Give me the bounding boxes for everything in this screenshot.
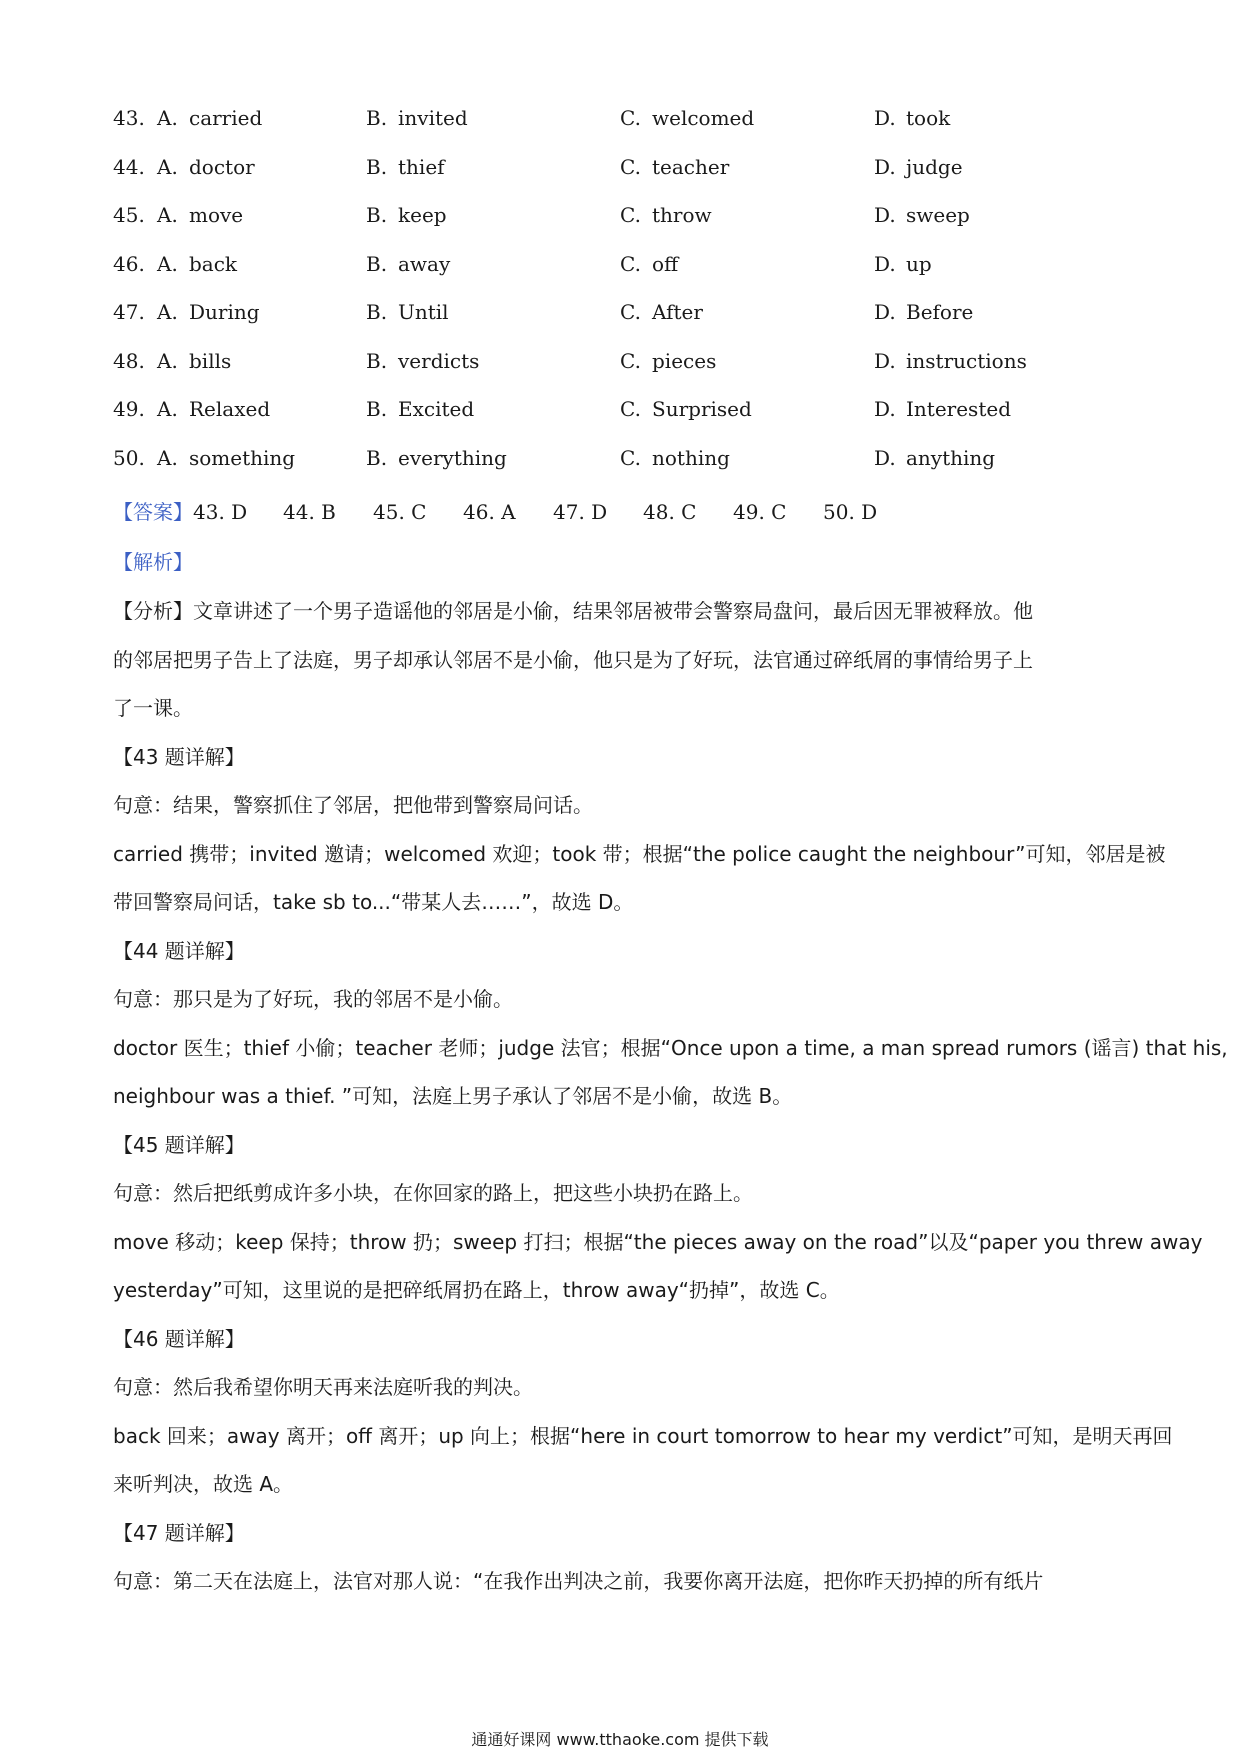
answer-item: 48. C bbox=[643, 500, 697, 524]
question-row bbox=[113, 203, 1133, 237]
option-letter: D. bbox=[874, 203, 896, 227]
option bbox=[874, 349, 1027, 373]
option-text: verdicts bbox=[398, 348, 480, 373]
analysis-line: 了一课。 bbox=[113, 696, 193, 720]
option-letter: A. bbox=[157, 203, 178, 227]
option bbox=[620, 446, 730, 470]
option bbox=[366, 106, 468, 130]
option-text: Interested bbox=[906, 397, 1011, 421]
option-letter: D. bbox=[874, 106, 896, 130]
option bbox=[366, 252, 450, 276]
detail-line: 句意：第二天在法庭上，法官对那人说：“在我作出判决之前，我要你离开法庭，把你昨天扔掉的所有纸片 bbox=[113, 1569, 1044, 1593]
answer-item: 43. D bbox=[193, 500, 248, 524]
question-row bbox=[113, 252, 1133, 286]
option-letter: C. bbox=[620, 300, 641, 324]
option-letter: A. bbox=[157, 397, 178, 421]
answer-label: 【答案】 bbox=[113, 500, 193, 524]
detail-heading: 【46 题详解】 bbox=[113, 1326, 245, 1351]
option-text: sweep bbox=[906, 203, 970, 227]
option bbox=[366, 446, 507, 470]
detail-line: yesterday”可知，这里说的是把碎纸屑扔在路上，throw away“扔掉”，故选 C。 bbox=[113, 1278, 840, 1302]
page-footer: 通通好课网 www.tthaoke.com 提供下载 bbox=[471, 1730, 769, 1749]
detail-line: doctor 医生；thief 小偷；teacher 老师；judge 法官；根据“Once upon a time, a man spread rumors (谣言) that his, bbox=[113, 1035, 1228, 1060]
question-row bbox=[113, 300, 1133, 334]
detail-line: 句意：然后把纸剪成许多小块，在你回家的路上，把这些小块扔在路上。 bbox=[113, 1181, 753, 1205]
option-text: thief bbox=[398, 154, 445, 179]
option bbox=[366, 349, 479, 373]
option-text: pieces bbox=[652, 348, 717, 373]
option-text: Until bbox=[398, 300, 449, 324]
option-text: something bbox=[189, 445, 296, 470]
question-row bbox=[113, 349, 1133, 383]
option-letter: A. bbox=[157, 445, 178, 470]
question-number: 46. bbox=[113, 251, 145, 276]
option-text: move bbox=[189, 203, 244, 227]
option-text: invited bbox=[398, 106, 468, 130]
option bbox=[620, 106, 754, 130]
question-number: 43. bbox=[113, 106, 145, 130]
analysis-line: 【分析】文章讲述了一个男子造谣他的邻居是小偷，结果邻居被带会警察局盘问，最后因无罪被释放。他 bbox=[113, 599, 1033, 623]
question-number: 50. bbox=[113, 445, 145, 470]
detail-line: move 移动；keep 保持；throw 扔；sweep 打扫；根据“the pieces away on the road”以及“paper you threw away bbox=[113, 1229, 1203, 1254]
option-letter: D. bbox=[874, 397, 896, 421]
question-row bbox=[113, 155, 1133, 189]
option-text: everything bbox=[398, 445, 507, 470]
option bbox=[874, 446, 995, 470]
detail-line: 句意：那只是为了好玩，我的邻居不是小偷。 bbox=[113, 987, 513, 1011]
option-letter: C. bbox=[620, 106, 641, 130]
option-letter: B. bbox=[366, 348, 388, 373]
option-letter: B. bbox=[366, 397, 388, 421]
detail-heading: 【45 题详解】 bbox=[113, 1132, 245, 1157]
option-letter: C. bbox=[620, 348, 641, 373]
question-number: 44. bbox=[113, 154, 145, 179]
question-row bbox=[113, 446, 1133, 480]
option-letter: D. bbox=[874, 154, 896, 179]
option bbox=[366, 397, 474, 421]
detail-line: carried 携带；invited 邀请；welcomed 欢迎；took 带；根据“the police caught the neighbour”可知，邻居是被 bbox=[113, 841, 1166, 866]
question-row bbox=[113, 106, 1133, 140]
option-letter: D. bbox=[874, 348, 896, 373]
option-text: instructions bbox=[906, 348, 1027, 373]
question-number: 48. bbox=[113, 348, 145, 373]
option-text: During bbox=[189, 300, 260, 324]
option-letter: B. bbox=[366, 106, 388, 130]
detail-heading: 【43 题详解】 bbox=[113, 744, 245, 769]
question-number: 45. bbox=[113, 203, 145, 227]
option-letter: C. bbox=[620, 203, 641, 227]
option-text: anything bbox=[906, 445, 996, 470]
option-letter: D. bbox=[874, 300, 896, 324]
option bbox=[620, 203, 712, 227]
option bbox=[157, 349, 231, 373]
option-letter: C. bbox=[620, 154, 641, 179]
detail-heading: 【47 题详解】 bbox=[113, 1520, 245, 1545]
option bbox=[366, 300, 449, 324]
option-text: nothing bbox=[652, 445, 730, 470]
detail-line: back 回来；away 离开；off 离开；up 向上；根据“here in court tomorrow to hear my verdict”可知，是明天再回 bbox=[113, 1423, 1173, 1448]
option-letter: A. bbox=[157, 300, 178, 324]
option-letter: C. bbox=[620, 397, 641, 421]
option-text: teacher bbox=[652, 154, 730, 179]
option-letter: A. bbox=[157, 154, 178, 179]
option-letter: D. bbox=[874, 445, 896, 470]
detail-line: 句意：结果，警察抓住了邻居，把他带到警察局问话。 bbox=[113, 793, 593, 817]
option-text: back bbox=[189, 251, 238, 276]
answer-item: 45. C bbox=[373, 500, 427, 524]
detail-line: 来听判决，故选 A。 bbox=[113, 1472, 294, 1496]
option-text: away bbox=[398, 251, 451, 276]
option-text: up bbox=[906, 251, 932, 276]
question-number: 47. bbox=[113, 300, 145, 324]
option-text: Surprised bbox=[652, 397, 752, 421]
answer-line bbox=[113, 496, 877, 525]
analysis-label: 【解析】 bbox=[113, 550, 193, 574]
option bbox=[620, 155, 729, 179]
option-text: keep bbox=[398, 203, 447, 227]
option bbox=[620, 349, 716, 373]
detail-line: 句意：然后我希望你明天再来法庭听我的判决。 bbox=[113, 1375, 533, 1399]
answer-item: 47. D bbox=[553, 500, 608, 524]
answer-item: 44. B bbox=[283, 500, 336, 524]
analysis-line: 的邻居把男子告上了法庭，男子却承认邻居不是小偷，他只是为了好玩，法官通过碎纸屑的事情给男子上 bbox=[113, 647, 1033, 672]
option-letter: C. bbox=[620, 251, 641, 276]
option bbox=[874, 252, 932, 276]
option-text: bills bbox=[189, 348, 232, 373]
option bbox=[874, 155, 963, 179]
option-text: Before bbox=[906, 300, 974, 324]
option-text: carried bbox=[189, 106, 263, 130]
option bbox=[157, 446, 295, 470]
option bbox=[157, 155, 255, 179]
option-text: Relaxed bbox=[189, 397, 271, 421]
question-number: 49. bbox=[113, 397, 145, 421]
option-letter: B. bbox=[366, 445, 388, 470]
answer-item: 49. C bbox=[733, 500, 787, 524]
option-letter: B. bbox=[366, 251, 388, 276]
option-letter: B. bbox=[366, 203, 388, 227]
answer-item: 46. A bbox=[463, 500, 516, 524]
option bbox=[366, 203, 447, 227]
question-row bbox=[113, 397, 1133, 431]
option bbox=[620, 397, 752, 421]
detail-heading: 【44 题详解】 bbox=[113, 938, 245, 963]
detail-line: neighbour was a thief. ”可知，法庭上男子承认了邻居不是小偷，故选 B。 bbox=[113, 1084, 793, 1108]
option-text: doctor bbox=[189, 154, 255, 179]
option-text: welcomed bbox=[652, 106, 755, 130]
option bbox=[157, 106, 262, 130]
option-letter: B. bbox=[366, 154, 388, 179]
option-letter: D. bbox=[874, 251, 896, 276]
detail-line: 带回警察局问话，take sb to...“带某人去……”，故选 D。 bbox=[113, 890, 634, 914]
option bbox=[874, 300, 973, 324]
option-text: judge bbox=[906, 154, 963, 179]
option bbox=[157, 252, 237, 276]
option bbox=[366, 155, 445, 179]
option-text: off bbox=[652, 251, 679, 276]
option-letter: A. bbox=[157, 251, 178, 276]
option-letter: A. bbox=[157, 348, 178, 373]
option-letter: A. bbox=[157, 106, 178, 130]
option bbox=[157, 203, 243, 227]
option-text: took bbox=[906, 106, 951, 130]
option-text: After bbox=[652, 300, 703, 324]
option-letter: B. bbox=[366, 300, 388, 324]
option-letter: C. bbox=[620, 445, 641, 470]
option bbox=[874, 397, 1011, 421]
option bbox=[620, 252, 678, 276]
option bbox=[874, 203, 970, 227]
option-text: Excited bbox=[398, 397, 475, 421]
option bbox=[620, 300, 703, 324]
option bbox=[157, 300, 260, 324]
option bbox=[874, 106, 950, 130]
option bbox=[157, 397, 270, 421]
answer-item: 50. D bbox=[823, 500, 878, 524]
option-text: throw bbox=[652, 203, 712, 227]
